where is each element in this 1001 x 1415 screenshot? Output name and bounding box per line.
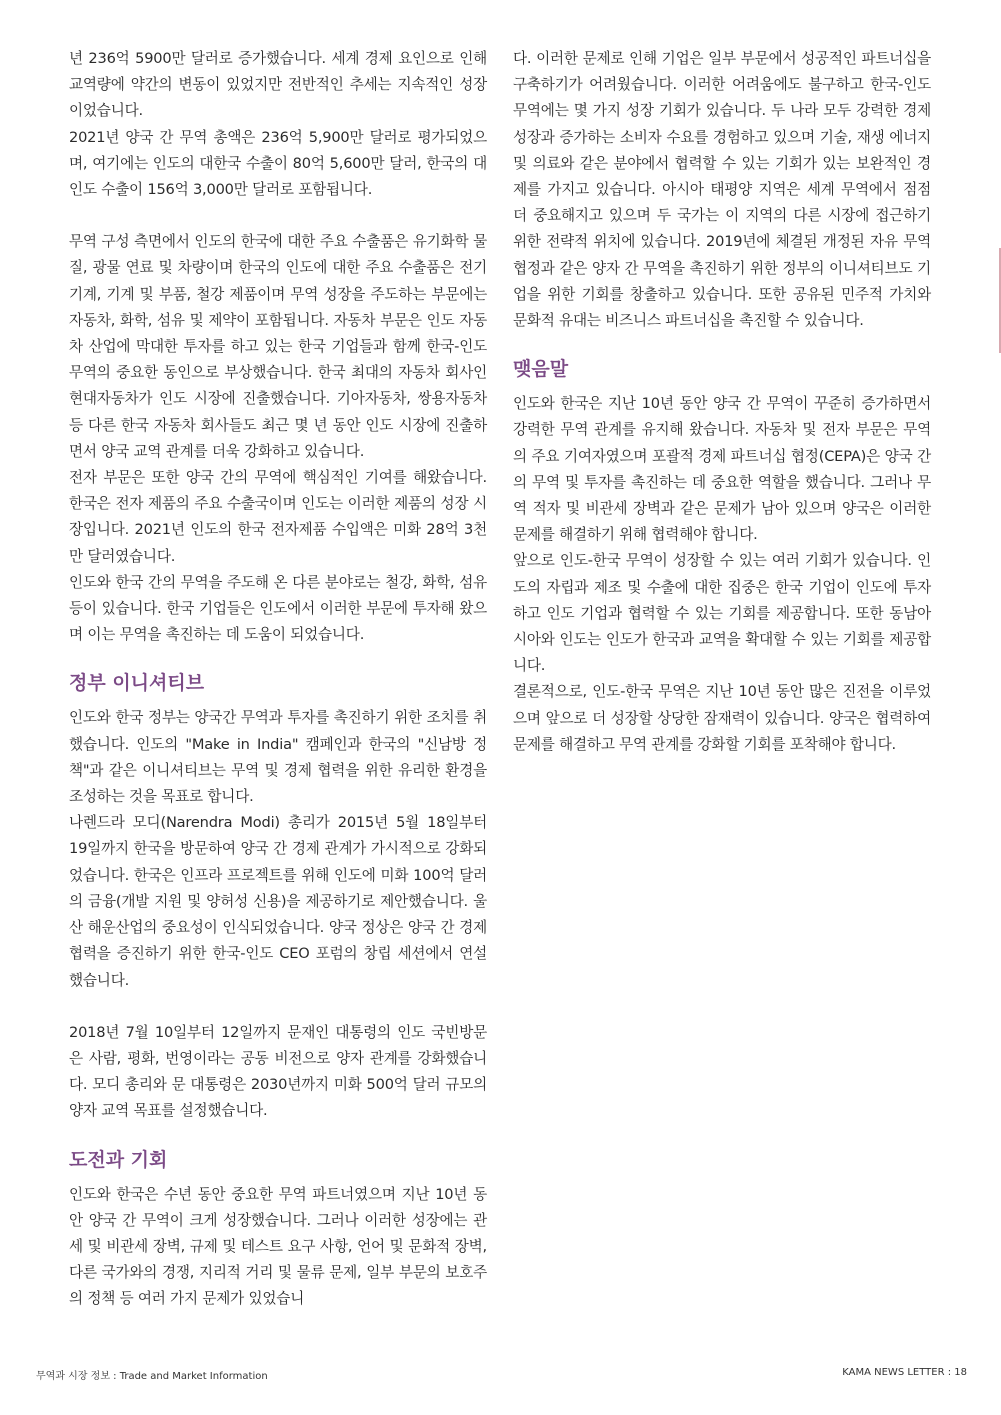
paragraph-opportunities: 다. 이러한 문제로 인해 기업은 일부 부문에서 성공적인 파트너십을 구축하기가 어려웠습니다. 이러한 어려움에도 불구하고 한국-인도 무역에는 몇 가지 성장 기회가 있습니다. 두 나라 모두 강력한 경제 성장과 증가하는 소비자 수요를 경험하고 있으며 기술, 재생 에너지 및 의료와 같은 분야에서 협력할 수 있는 기회가 있는 보완적인 경제를 가지고 있습니다. 아시아 태평양 지역은 세계 무역에서 점점 더 중요해지고 있으며 두 국가는 이 지역의 다른 시장에 접근하기 위한 전략적 위치에 있습니다. 2019년에 체결된 개정된 자유 무역 협정과 같은 양자 간 무역을 촉진하기 위한 정부의 이니셔티브도 기업을 위한 기회를 창출하고 있습니다. 또한 공유된 민주적 가치와 문화적 유대는 비즈니스 파트너십을 촉진할 수 있습니다.: [513, 50, 931, 330]
paragraph-moon-visit: 2018년 7월 10일부터 12일까지 문재인 대통령의 인도 국빈방문은 사람, 평화, 번영이라는 공동 비전으로 양자 관계를 강화했습니다. 모디 총리와 문 대통령은 2030년까지 미화 500억 달러 규모의 양자 교역 목표를 설정했습니다.: [69, 1023, 487, 1120]
footer-section-label: 무역과 시장 정보 : Trade and Market Information: [36, 1371, 268, 1382]
paragraph-other-sectors: 인도와 한국 간의 무역을 주도해 온 다른 분야로는 철강, 화학, 섬유 등이 있습니다. 한국 기업들은 인도에서 이러한 부문에 투자해 왔으며 이는 무역을 촉진하는 데 도움이 되었습니다.: [69, 573, 487, 644]
paragraph-gap: [69, 203, 487, 229]
heading-government-initiatives: 정부 이니셔티브: [69, 672, 205, 695]
paragraph-conclusion-relations: 인도와 한국은 지난 10년 동안 양국 간 무역이 꾸준히 증가하면서 강력한 무역 관계를 유지해 왔습니다. 자동차 및 전자 부문은 무역의 주요 기여자였으며 포괄적 경제 파트너십 협정(CEPA)은 양국 간의 무역 및 투자를 촉진하는 데 중요한 역할을 했습니다. 그러나 무역 적자 및 비관세 장벽과 같은 문제가 남아 있으며 양국은 이러한 문제를 해결하기 위해 협력해야 합니다.: [513, 395, 931, 544]
paragraph-trade-composition: 무역 구성 측면에서 인도의 한국에 대한 주요 수출품은 유기화학 물질, 광물 연료 및 차량이며 한국의 인도에 대한 주요 수출품은 전기 기계, 기계 및 부품, 철강 제품이며 무역 성장을 주도하는 부문에는 자동차, 화학, 섬유 및 제약이 포함됩니다. 자동차 부문은 인도 자동차 산업에 막대한 투자를 하고 있는 한국 기업들과 함께 한국-인도 무역의 중요한 동인으로 부상했습니다. 한국 최대의 자동차 회사인 현대자동차가 인도 시장에 진출했습니다. 기아자동차, 쌍용자동차 등 다른 한국 자동차 회사들도 최근 몇 년 동안 인도 시장에 진출하면서 양국 교역 관계를 더욱 강화하고 있습니다.: [69, 233, 487, 460]
heading-conclusion: 맺음말: [513, 358, 569, 381]
paragraph-initiatives: 인도와 한국 정부는 양국간 무역과 투자를 촉진하기 위한 조치를 취했습니다. 인도의 "Make in India" 캠페인과 한국의 "신남방 정책"과 같은 이니셔티브는 무역 및 경제 협력을 위한 유리한 환경을 조성하는 것을 목표로 합니다.: [69, 709, 487, 806]
paragraph-challenges: 인도와 한국은 수년 동안 중요한 무역 파트너였으며 지난 10년 동안 양국 간 무역이 크게 성장했습니다. 그러나 이러한 성장에는 관세 및 비관세 장벽, 규제 및 테스트 요구 사항, 언어 및 문화적 장벽, 다른 국가와의 경쟁, 지리적 거리 및 물류 문제, 일부 부문의 보호주의 정책 등 여러 가지 문제가 있었습니: [69, 1185, 487, 1308]
left-column: [69, 46, 487, 1313]
paragraph-conclusion-final: 결론적으로, 인도-한국 무역은 지난 10년 동안 많은 진전을 이루었으며 앞으로 더 성장할 상당한 잠재력이 있습니다. 양국은 협력하여 문제를 해결하고 무역 관계를 강화할 기회를 포착해야 합니다.: [513, 683, 931, 753]
paragraph-electronics: 전자 부문은 또한 양국 간의 무역에 핵심적인 기여를 해왔습니다. 한국은 전자 제품의 주요 수출국이며 인도는 이러한 제품의 성장 시장입니다. 2021년 인도의 한국 전자제품 수입액은 미화 28억 3천만 달러였습니다.: [69, 469, 487, 565]
paragraph-conclusion-future: 앞으로 인도-한국 무역이 성장할 수 있는 여러 기회가 있습니다. 인도의 자립과 제조 및 수출에 대한 집중은 한국 기업이 인도에 투자하고 인도 기업과 협력할 수 있는 기회를 제공합니다. 또한 동남아시아와 인도는 인도가 한국과 교역을 확대할 수 있는 기회를 제공합니다.: [513, 552, 931, 675]
paragraph-2021-trade-total: 2021년 양국 간 무역 총액은 236억 5,900만 달러로 평가되었으며, 여기에는 인도의 대한국 수출이 80억 5,600만 달러, 한국의 대인도 수출이 156억 3,000만 달러로 포함됩니다.: [69, 128, 487, 199]
paragraph-trade-growth: 년 236억 5900만 달러로 증가했습니다. 세계 경제 요인으로 인해 교역량에 약간의 변동이 있었지만 전반적인 추세는 지속적인 성장이었습니다.: [69, 50, 487, 120]
paragraph-modi-visit: 나렌드라 모디(Narendra Modi) 총리가 2015년 5월 18일부터 19일까지 한국을 방문하여 양국 간 경제 관계가 가시적으로 강화되었습니다. 한국은 인프라 프로젝트를 위해 인도에 미화 100억 달러의 금융(개발 지원 및 양허성 신용)을 제공하기로 제안했습니다. 울산 해운산업의 중요성이 인식되었습니다. 양국 정상은 양국 간 경제 협력을 증진하기 위한 한국-인도 CEO 포럼의 창립 세션에서 연설했습니다.: [69, 814, 487, 989]
right-column: [513, 46, 931, 758]
paragraph-gap: [69, 994, 487, 1020]
heading-challenges-opportunities: 도전과 기회: [69, 1148, 168, 1171]
footer-page-number: KAMA NEWS LETTER : 18: [842, 1367, 967, 1378]
